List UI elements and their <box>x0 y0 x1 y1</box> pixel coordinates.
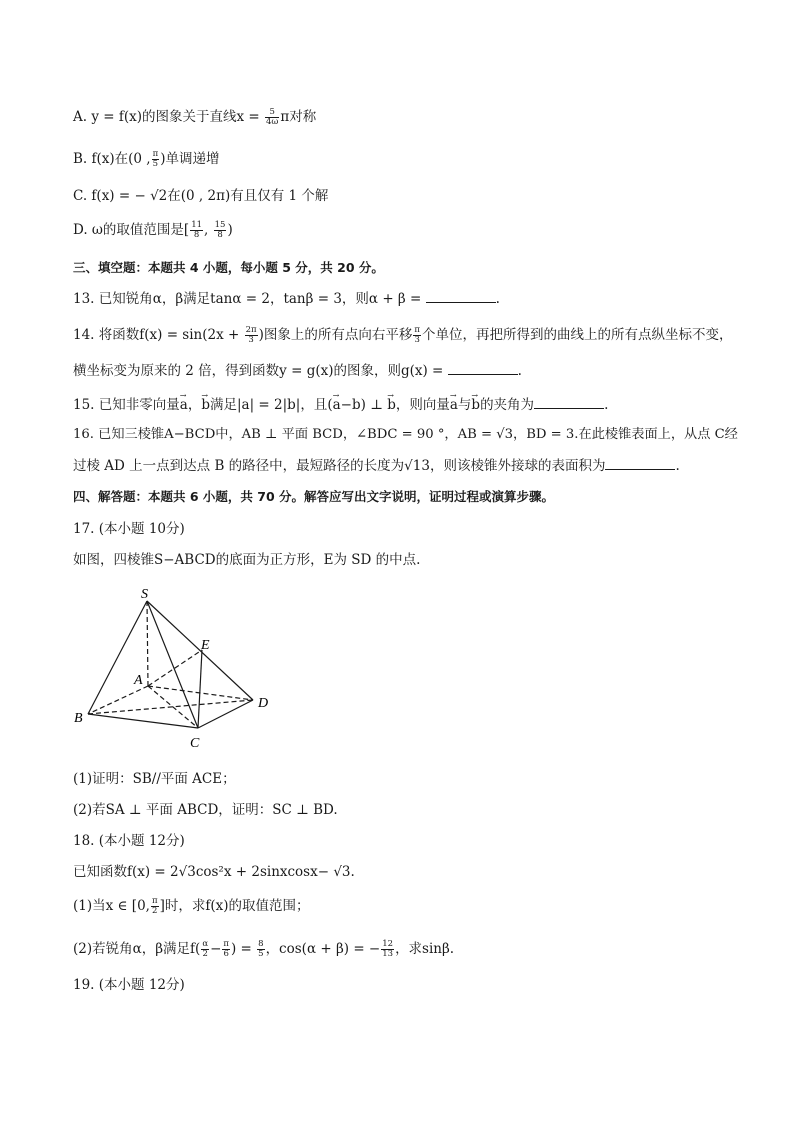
vector-b: → b <box>471 396 480 414</box>
edge-bd <box>88 700 253 714</box>
edge-cd <box>198 700 253 728</box>
vertex-label-e: E <box>201 638 210 653</box>
question-17-part2: (2)若SA ⊥ 平面 ABCD，证明：SC ⊥ BD. <box>73 802 338 818</box>
option-b: B. f(x)在(0 , $\frac{\pi}{5}$ )单调递增 <box>73 149 220 169</box>
question-14-line1: 14. 将函数f(x) = sin(2x + $\frac{2\pi}{3}$ )图象上的所有点向右平移 $\frac{\pi}{3}$ 个单位，再把所得到的曲线上的所有点纵坐标不变， <box>73 325 733 345</box>
question-17-part1: (1)证明：SB//平面 ACE； <box>73 771 236 787</box>
fraction: $\frac{\pi}{2}$ <box>151 896 158 916</box>
question-17-stem: 如图，四棱锥S−ABCD的底面为正方形，E为 SD 的中点. <box>73 552 421 568</box>
question-18-part2: (2)若锐角α，β满足f( $\frac{\alpha}{2}$ − $\frac{\pi}{6}$ ) = $\frac{8}{5}$ ，cos(α + β) = − $\frac{12}{13}$ ，求sinβ. <box>73 939 455 959</box>
vertex-label-s: S <box>141 587 148 602</box>
vector-a-minus-b: → a−b <box>333 396 361 414</box>
fraction: $\frac{15}{8}$ <box>214 220 226 240</box>
section-3-heading: 三、填空题：本题共 4 小题，每小题 5 分，共 20 分。 <box>73 260 384 275</box>
vertex-label-c: C <box>190 736 200 751</box>
vector-b: → b <box>387 396 396 414</box>
question-18-stem: 已知函数f(x) = 2√3cos²x + 2sinxcosx− √3. <box>73 864 355 880</box>
fraction: $\frac{8}{5}$ <box>258 939 264 959</box>
edge-bc <box>88 714 198 728</box>
question-16-line1: 16. 已知三棱锥A−BCD中，AB ⊥ 平面 BCD，∠BDC = 90 °，AB = √3，BD = 3.在此棱锥表面上，从点 C经 <box>73 427 738 442</box>
edge-ae <box>148 650 202 686</box>
question-16-line2: 过棱 AD 上一点到达点 B 的路径中，最短路径的长度为√13，则该棱锥外接球的表面积为 . <box>73 458 680 474</box>
pyramid-figure <box>70 585 290 755</box>
fraction: $\frac{5}{4\omega}$ <box>266 107 279 127</box>
fraction: $\frac{12}{13}$ <box>382 939 394 959</box>
vertex-label-a: A <box>134 673 143 688</box>
vector-a: → a <box>180 396 188 414</box>
option-d: D. ω的取值范围是[ $\frac{11}{8}$ , $\frac{15}{8}$ ) <box>73 220 233 240</box>
question-18-part1: (1)当x ∈ [0, $\frac{\pi}{2}$ ]时，求f(x)的取值范围； <box>73 896 310 916</box>
edge-sb <box>88 601 147 714</box>
section-4-heading: 四、解答题：本题共 6 小题，共 70 分。解答应写出文字说明，证明过程或演算步骤。 <box>73 489 555 504</box>
edge-sc <box>147 601 198 728</box>
fraction: $\frac{\pi}{6}$ <box>223 939 229 959</box>
answer-blank[interactable] <box>605 457 675 470</box>
fraction: $\frac{\pi}{5}$ <box>152 149 159 169</box>
edge-ac <box>148 686 198 728</box>
vertex-label-b: B <box>74 711 83 726</box>
question-14-line2: 横坐标变为原来的 2 倍，得到函数y = g(x)的图象，则g(x) = . <box>73 363 522 379</box>
question-15: 15. 已知非零向量→ a，→ b满足|a| = 2|b|，且(→ a−b) ⊥ → b，则向量→ a与→ b的夹角为 . <box>73 396 608 414</box>
vector-a: → a <box>450 396 458 414</box>
fraction: $\frac{2\pi}{3}$ <box>245 325 257 345</box>
answer-blank[interactable] <box>426 290 496 303</box>
edge-sa <box>147 601 148 686</box>
answer-blank[interactable] <box>448 362 518 375</box>
fraction: $\frac{11}{8}$ <box>191 220 203 240</box>
fraction: $\frac{\alpha}{2}$ <box>202 939 209 959</box>
question-17-header: 17. (本小题 10分) <box>73 521 185 537</box>
option-c: C. f(x) = − √2在(0 , 2π)有且仅有 1 个解 <box>73 188 329 204</box>
option-a: A. y = f(x)的图象关于直线x = $\frac{5}{4\omega}$ π对称 <box>73 107 317 127</box>
vertex-label-d: D <box>258 696 269 711</box>
answer-blank[interactable] <box>534 396 604 409</box>
question-13: 13. 已知锐角α，β满足tanα = 2，tanβ = 3，则α + β = . <box>73 291 500 307</box>
question-19-header: 19. (本小题 12分) <box>73 977 185 993</box>
question-18-header: 18. (本小题 12分) <box>73 833 185 849</box>
edge-ce <box>198 650 202 728</box>
fraction: $\frac{\pi}{3}$ <box>414 325 420 345</box>
vector-b: → b <box>201 396 210 414</box>
